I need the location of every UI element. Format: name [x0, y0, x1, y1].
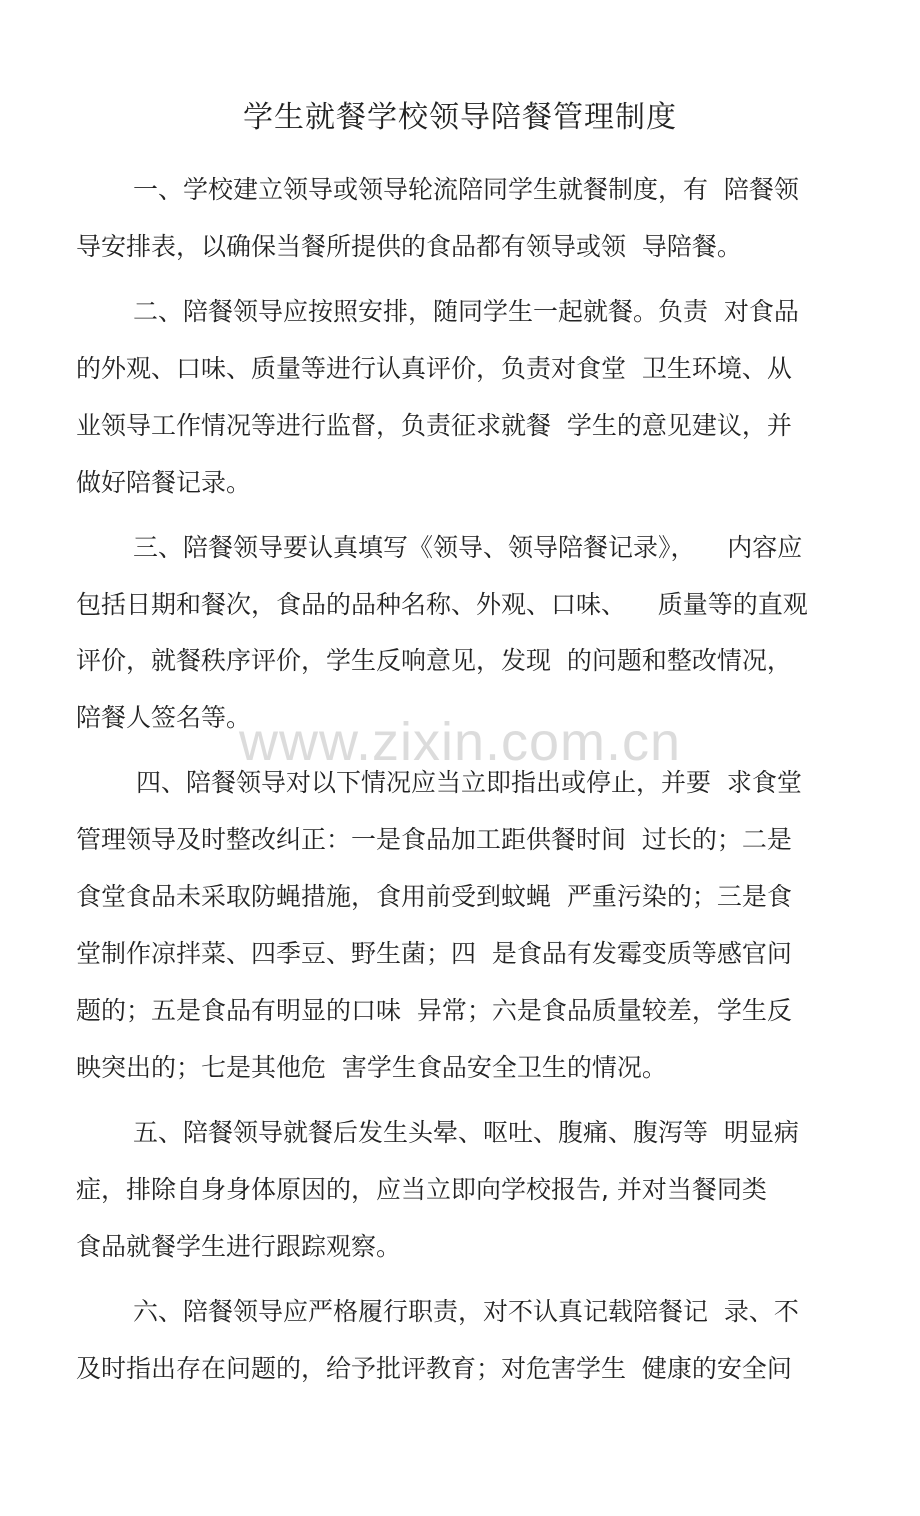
paragraph-3-line-2: 包括日期和餐次，食品的品种名称、外观、口味、 质量等的直观 [76, 590, 808, 619]
watermark-text: www.zixin.com.cn [238, 712, 682, 772]
paragraph-6-line-1: 六、陪餐领导应严格履行职责，对不认真记载陪餐记 录、不 [133, 1297, 799, 1326]
paragraph-1-line-2: 导安排表，以确保当餐所提供的食品都有领导或领 导陪餐。 [76, 232, 742, 261]
paragraph-2-line-4: 做好陪餐记录。 [76, 468, 252, 497]
paragraph-4-line-6: 映突出的；七是其他危 害学生食品安全卫生的情况。 [76, 1053, 667, 1082]
paragraph-4-line-4: 堂制作凉拌菜、四季豆、野生菌；四 是食品有发霉变质等感官问 [76, 939, 792, 968]
paragraph-3-line-3: 评价，就餐秩序评价，学生反响意见，发现 的问题和整改情况， [76, 646, 792, 675]
paragraph-2-line-1: 二、陪餐领导应按照安排，随同学生一起就餐。负责 对食品 [133, 297, 799, 326]
paragraph-3-line-4: 陪餐人签名等。 [76, 703, 252, 732]
paragraph-4-line-1: 四、陪餐领导对以下情况应当立即指出或停止，并要 求食堂 [136, 768, 802, 797]
paragraph-2-line-3: 业领导工作情况等进行监督，负责征求就餐 学生的意见建议，并 [76, 411, 792, 440]
paragraph-4-line-3: 食堂食品未采取防蝇措施，食用前受到蚊蝇 严重污染的；三是食 [76, 882, 792, 911]
paragraph-5-line-1: 五、陪餐领导就餐后发生头晕、呕吐、腹痛、腹泻等 明显病 [133, 1118, 799, 1147]
document-title: 学生就餐学校领导陪餐管理制度 [243, 100, 677, 135]
paragraph-3-line-1: 三、陪餐领导要认真填写《领导、领导陪餐记录》， 内容应 [133, 533, 803, 562]
paragraph-5-line-2: 症，排除自身身体原因的，应当立即向学校报告, 并对当餐同类 [76, 1175, 767, 1204]
paragraph-5-line-3: 食品就餐学生进行跟踪观察。 [76, 1232, 402, 1261]
paragraph-4-line-5: 题的；五是食品有明显的口味 异常；六是食品质量较差，学生反 [76, 996, 792, 1025]
paragraph-6-line-2: 及时指出存在问题的，给予批评教育；对危害学生 健康的安全问 [76, 1354, 792, 1383]
paragraph-1-line-1: 一、学校建立领导或领导轮流陪同学生就餐制度，有 陪餐领 [133, 175, 799, 204]
paragraph-2-line-2: 的外观、口味、质量等进行认真评价，负责对食堂 卫生环境、从 [76, 354, 792, 383]
paragraph-4-line-2: 管理领导及时整改纠正：一是食品加工距供餐时间 过长的；二是 [76, 825, 792, 854]
